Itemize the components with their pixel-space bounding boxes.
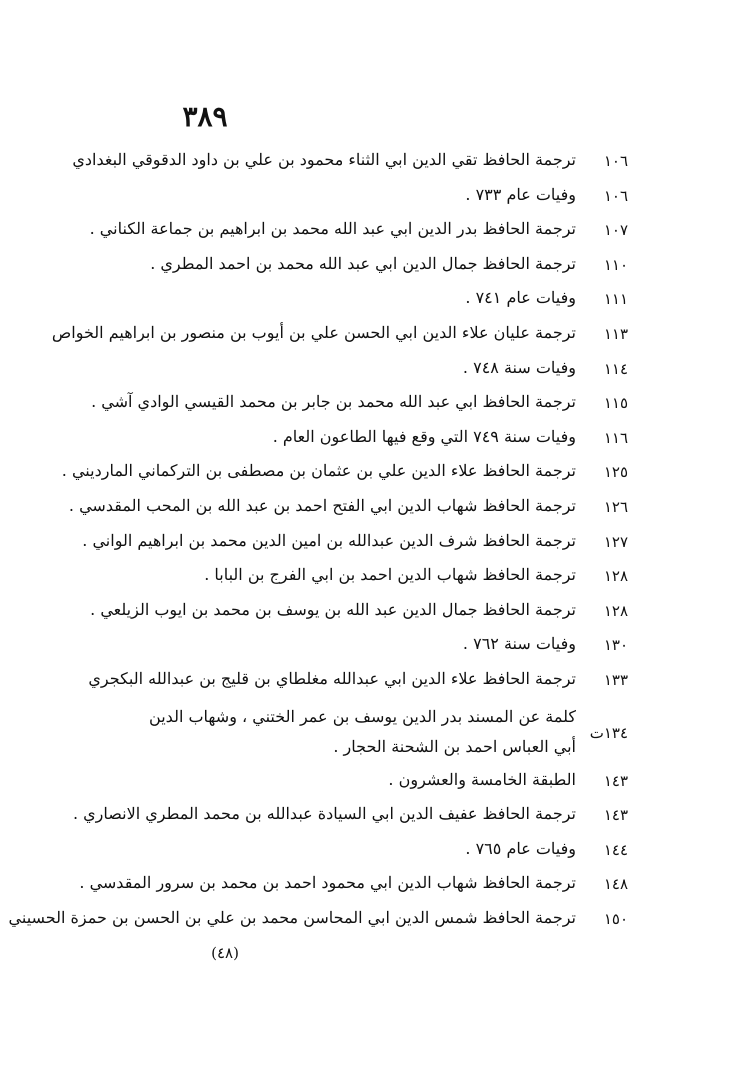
entry-title: ترجمة الحافظ عفيف الدين ابي السيادة عبدالله بن محمد المطري الانصاري . bbox=[72, 804, 576, 824]
toc-entry bbox=[79, 869, 628, 904]
entry-title: وفيات سنة ٧٦٢ . bbox=[462, 634, 576, 654]
toc-entry bbox=[72, 146, 628, 181]
entry-title: ترجمة الحافظ شرف الدين عبدالله بن امين الدين محمد بن ابراهيم الواني . bbox=[82, 530, 576, 550]
entry-page-number: ١٤٣ bbox=[603, 806, 628, 825]
toc-entry bbox=[8, 904, 628, 939]
toc-entry bbox=[61, 457, 628, 492]
entry-page-number: ١٠٦ bbox=[603, 152, 628, 170]
entry-page-number: ١٣٤ت bbox=[589, 723, 628, 742]
entry-title: ترجمة عليان علاء الدين ابي الحسن علي بن أيوب بن منصور بن ابراهيم الخواص bbox=[51, 322, 576, 342]
toc-entry bbox=[130, 561, 628, 596]
entry-title: ترجمة الحافظ تقي الدين ابي الثناء محمود بن علي بن داود الدقوقي البغدادي bbox=[72, 150, 576, 169]
toc-entry bbox=[130, 250, 628, 285]
entry-page-number: ١٢٥ bbox=[603, 463, 628, 482]
toc-entry bbox=[82, 527, 628, 562]
signature-mark: (٤٨) bbox=[211, 944, 239, 962]
entry-page-number: ١٠٧ bbox=[603, 221, 628, 240]
entry-title: ترجمة الحافظ علاء الدين ابي عبدالله مغلطاي بن قليج بن عبدالله البكجري bbox=[88, 668, 576, 688]
entry-page-number: ١٠٦ bbox=[603, 186, 628, 205]
entry-page-number: ١١٤ bbox=[603, 359, 628, 378]
toc-entry bbox=[90, 596, 628, 631]
toc-entry bbox=[130, 630, 628, 665]
toc-entry bbox=[91, 388, 628, 423]
toc-entry bbox=[130, 354, 628, 389]
entry-title: وفيات عام ٧٣٣ . bbox=[465, 184, 576, 204]
toc-entry bbox=[88, 665, 628, 700]
entry-page-number: ١٤٨ bbox=[603, 875, 628, 894]
entry-title: ترجمة الحافظ شمس الدين ابي المحاسن محمد بن علي بن الحسن بن حمزة الحسيني bbox=[8, 907, 576, 927]
entry-page-number: ١١٥ bbox=[603, 394, 628, 413]
toc-entry bbox=[89, 215, 628, 250]
entry-page-number: ١٤٣ bbox=[603, 771, 628, 790]
entry-title: الطبقة الخامسة والعشرون . bbox=[388, 769, 576, 789]
toc-entry bbox=[72, 800, 628, 835]
entry-title: ترجمة الحافظ ابي عبد الله محمد بن جابر بن محمد القيسي الوادي آشي . bbox=[91, 392, 576, 412]
entry-page-number: ١١١ bbox=[603, 290, 628, 309]
entry-page-number: ١٥٠ bbox=[603, 909, 628, 928]
page-number: ٣٨٩ bbox=[182, 100, 228, 133]
toc-entry bbox=[130, 284, 628, 319]
toc-entry bbox=[130, 181, 628, 216]
entry-page-number: ١١٠ bbox=[603, 255, 628, 274]
entry-page-number: ١١٣ bbox=[603, 324, 628, 343]
entry-title: ترجمة الحافظ بدر الدين ابي عبد الله محمد بن ابراهيم بن جماعة الكناني . bbox=[89, 219, 576, 239]
toc-entry bbox=[51, 319, 628, 354]
entry-title: ترجمة الحافظ شهاب الدين احمد بن ابي الفرج بن البابا . bbox=[204, 565, 576, 585]
toc-entry bbox=[130, 423, 628, 458]
entry-title: كلمة عن المسند بدر الدين يوسف بن عمر الختني ، وشهاب الدين أبي العباس احمد بن الشحنة الحجار . bbox=[149, 706, 576, 756]
entry-page-number: ١١٦ bbox=[603, 428, 628, 447]
entry-page-number: ١٢٨ bbox=[603, 601, 628, 620]
entry-title: ترجمة الحافظ جمال الدين عبد الله بن يوسف بن محمد بن ايوب الزيلعي . bbox=[90, 599, 576, 619]
entry-page-number: ١٢٦ bbox=[603, 497, 628, 516]
table-of-contents bbox=[8, 146, 628, 938]
entry-title: ترجمة الحافظ علاء الدين علي بن عثمان بن مصطفى بن التركماني المارديني . bbox=[61, 461, 576, 481]
entry-title: ترجمة الحافظ جمال الدين ابي عبد الله محمد بن احمد المطري . bbox=[150, 253, 576, 273]
entry-page-number: ١٤٤ bbox=[603, 840, 628, 859]
toc-entry bbox=[130, 766, 628, 801]
entry-title: ترجمة الحافظ شهاب الدين ابي الفتح احمد بن عبد الله بن المحب المقدسي . bbox=[68, 495, 576, 515]
entry-page-number: ١٢٧ bbox=[603, 532, 628, 551]
entry-title: وفيات سنة ٧٤٩ التي وقع فيها الطاعون العام . bbox=[272, 426, 576, 446]
entry-page-number: ١٢٨ bbox=[603, 567, 628, 586]
entry-page-number: ١٣٣ bbox=[603, 670, 628, 689]
entry-page-number: ١٣٠ bbox=[603, 636, 628, 655]
toc-entry bbox=[130, 835, 628, 870]
entry-title: ترجمة الحافظ شهاب الدين ابي محمود احمد بن محمد بن سرور المقدسي . bbox=[79, 873, 576, 893]
entry-title: وفيات سنة ٧٤٨ . bbox=[462, 357, 576, 377]
entry-title: وفيات عام ٧٤١ . bbox=[465, 288, 576, 308]
toc-entry bbox=[68, 492, 628, 527]
entry-title: وفيات عام ٧٦٥ . bbox=[465, 838, 576, 858]
toc-entry bbox=[130, 700, 628, 766]
